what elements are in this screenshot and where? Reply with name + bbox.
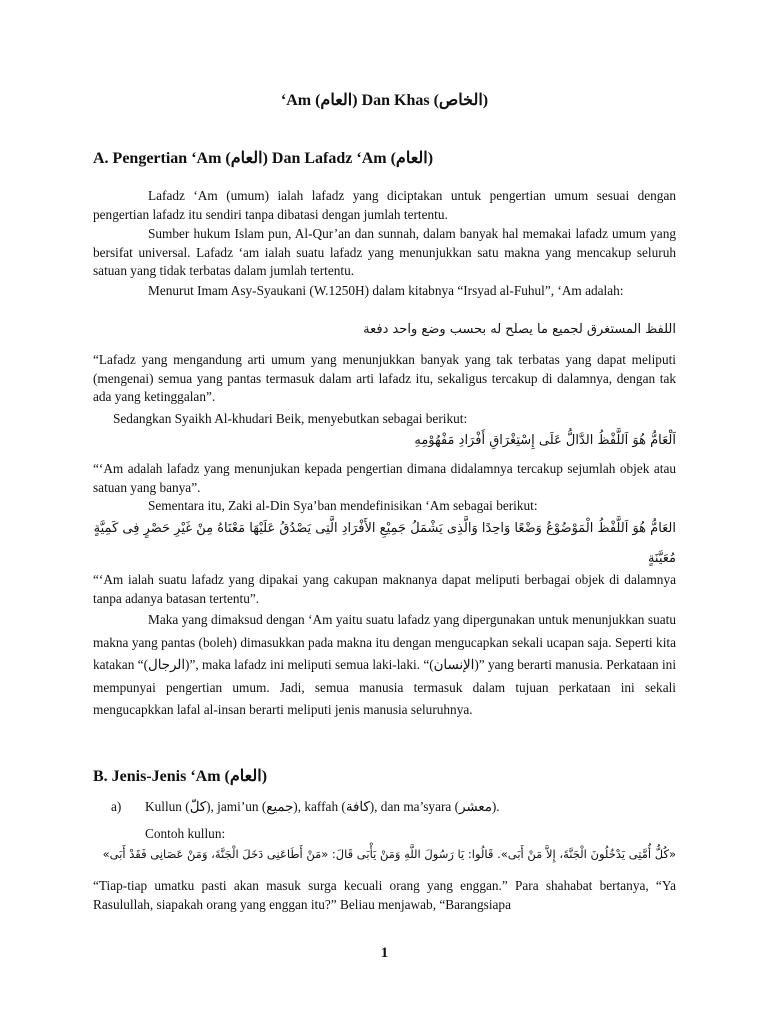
paragraph-khudari: Sedangkan Syaikh Al-khudari Beik, menyebutkan sebagai berikut: (113, 411, 468, 426)
example-label: Contoh kullun: (145, 826, 226, 841)
arabic-quote-zaki: العَامُّ هُوَ اَللَّفْظُ الْمَوْضُوْعُ وَضْعًا وَاحِدًا وَالَّذِى يَشْمَلُ جَمِيْعِ الأَفْرَادِ الَّتِى يَصْدُقُ عَلَيْهَا مَعْنَاهُ مِنْ غَيْرِ حَصْرٍ فِى كَمِيَّةٍ مُعَيَّنَةٍ (93, 521, 676, 566)
arabic-hadith: «كُلُّ أُمَّتِى يَدْخُلُونَ الْجَنَّةَ، إِلاَّ مَنْ أَبَى». قَالُوا: يَا رَسُولَ اللَّهِ وَمَنْ يَأْبَى قَالَ: «مَنْ أَطَاعَنِى دَخَلَ الْجَنَّةَ، وَمَنْ عَصَانِى فَقَدْ أَبَى» (102, 847, 676, 861)
paragraph-meaning: Maka yang dimaksud dengan ‘Am yaitu suatu lafadz yang dipergunakan untuk menunjukkan suatu makna yang pantas (boleh) dimasukkan pada makna itu dengan mengucapkan sekali ucapan saja. Seperti kita katakan “(الرجال)”, maka lafadz ini meliputi semua laki-laki. “(الإنسان)” yang berarti manusia. Perkataan ini mempunyai pengertian umum. Jadi, semua manusia termasuk dalam tujuan perkataan ini sekali mengucapkkan lafal al-insan berarti meliputi jenis manusia seluruhnya. (93, 612, 677, 717)
paragraph-translation-3: “‘Am ialah suatu lafadz yang dipakai yang cakupan maknanya dapat meliputi berbagai objek di dalamnya tanpa adanya batasan tertentu”. (93, 572, 676, 606)
arabic-quote-khudari: اَلْعَامُّ هُوَ اَللَّفْظُ الدَّالُّ عَلَى إِسْتِغْرَاقِ أَفْرَادِ مَفْهُوْمِهِ (414, 433, 676, 448)
paragraph-hadith-translation: “Tiap-tiap umatku pasti akan masuk surga kecuali orang yang enggan.” Para shahabat bertanya, “Ya Rasulullah, siapakah orang yang enggan itu?” Beliau menjawab, “Barangsiapa (93, 878, 676, 912)
paragraph-sources: Sumber hukum Islam pun, Al-Qur’an dan sunnah, dalam banyak hal memakai lafadz umum yang bersifat universal. Lafadz ‘am ialah suatu lafadz yang menunjukkan satu makna yang mencakup seluruh satuan yang tidak terbatas dalam jumlah tertentu. (93, 226, 676, 278)
document-title: ‘Am (العام) Dan Khas (الخاص) (280, 92, 489, 109)
paragraph-translation-2: “‘Am adalah lafadz yang menunjukan kepada pengertian dimana didalamnya tercakup sejumlah objek atau satuan yang banya”. (93, 461, 676, 495)
list-item-a (111, 799, 500, 815)
section-a-heading: A. Pengertian ‘Am (العام) Dan Lafadz ‘Am (العام) (93, 150, 434, 167)
section-b-heading: B. Jenis-Jenis ‘Am (العام) (93, 768, 268, 785)
list-text: Kullun (كلّ), jami’un (جميع), kaffah (كافة), dan ma’syara (معشر). (145, 799, 500, 814)
page-number: 1 (380, 945, 389, 961)
arabic-quote-syaukani: اللفظ المستغرق لجميع ما يصلح له بحسب وضع واحد دفعة (363, 322, 676, 337)
paragraph-syaukani: Menurut Imam Asy-Syaukani (W.1250H) dalam kitabnya “Irsyad al-Fuhul”, ‘Am adalah: (148, 283, 624, 298)
paragraph-translation-1: “Lafadz yang mengandung arti umum yang menunjukkan banyak yang tak terbatas yang dapat meliputi (mengenai) semua yang pantas termasuk dalam arti lafadz itu, sekaligus tercakup di dalamnya, dengan tak ada yang ketinggalan”. (93, 352, 676, 404)
paragraph-definition: Lafadz ‘Am (umum) ialah lafadz yang diciptakan untuk pengertian umum sesuai dengan pengertian lafadz itu sendiri tanpa dibatasi dengan jumlah tertentu. (93, 188, 676, 222)
list-label: a) (111, 799, 122, 814)
paragraph-zaki: Sementara itu, Zaki al-Din Sya’ban mendefinisikan ‘Am sebagai berikut: (148, 498, 538, 513)
